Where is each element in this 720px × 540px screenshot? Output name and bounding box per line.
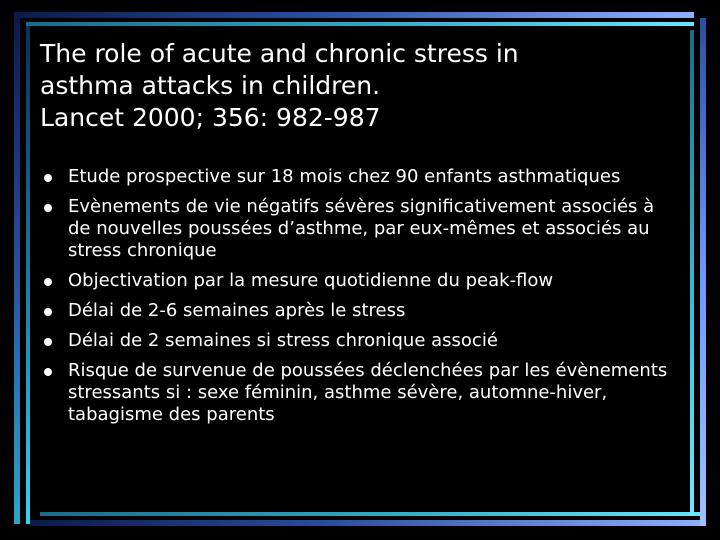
slide-title [40, 38, 680, 134]
slide-title-line: The role of acute and chronic stress in [40, 39, 519, 68]
bullet-dot-icon [44, 204, 52, 212]
frame-left-inner-bar [26, 26, 30, 524]
bullet-text: Délai de 2-6 semaines après le stress [68, 300, 406, 321]
slide-title-line: Lancet 2000; 356: 982-987 [40, 103, 381, 132]
slide-title-line: asthma attacks in children. [40, 71, 381, 100]
frame-right-inner-bar [690, 30, 694, 516]
bullet-dot-icon [44, 308, 52, 316]
bullet-item [40, 300, 680, 322]
bullet-dot-icon [44, 174, 52, 182]
bullet-item [40, 196, 680, 262]
bullet-dot-icon [44, 338, 52, 346]
bullet-text: Evènements de vie négatifs sévères significativement associés à de nouvelles poussées d’asthme, par eux-mêmes et associés au stress chronique [68, 196, 655, 261]
bullet-item [40, 270, 680, 292]
bullet-item [40, 166, 680, 188]
bullet-text: Objectivation par la mesure quotidienne du peak-flow [68, 270, 554, 291]
bullet-dot-icon [44, 368, 52, 376]
frame-right-outer-bar [700, 18, 706, 526]
bullet-item [40, 360, 680, 426]
bullet-text: Délai de 2 semaines si stress chronique associé [68, 330, 498, 351]
bullet-dot-icon [44, 278, 52, 286]
bullet-text: Etude prospective sur 18 mois chez 90 enfants asthmatiques [68, 166, 621, 187]
frame-top-inner-bar [26, 22, 694, 26]
bullet-list [40, 166, 680, 434]
frame-top-outer-bar [14, 12, 694, 18]
frame-bottom-outer-bar [30, 520, 706, 526]
frame-left-outer-bar [14, 18, 20, 524]
frame-bottom-inner-bar [40, 512, 706, 516]
bullet-text: Risque de survenue de poussées déclenchées par les évènements stressants si : sexe féminin, asthme sévère, automne-hiver, tabagisme des parents [68, 360, 668, 425]
bullet-item [40, 330, 680, 352]
